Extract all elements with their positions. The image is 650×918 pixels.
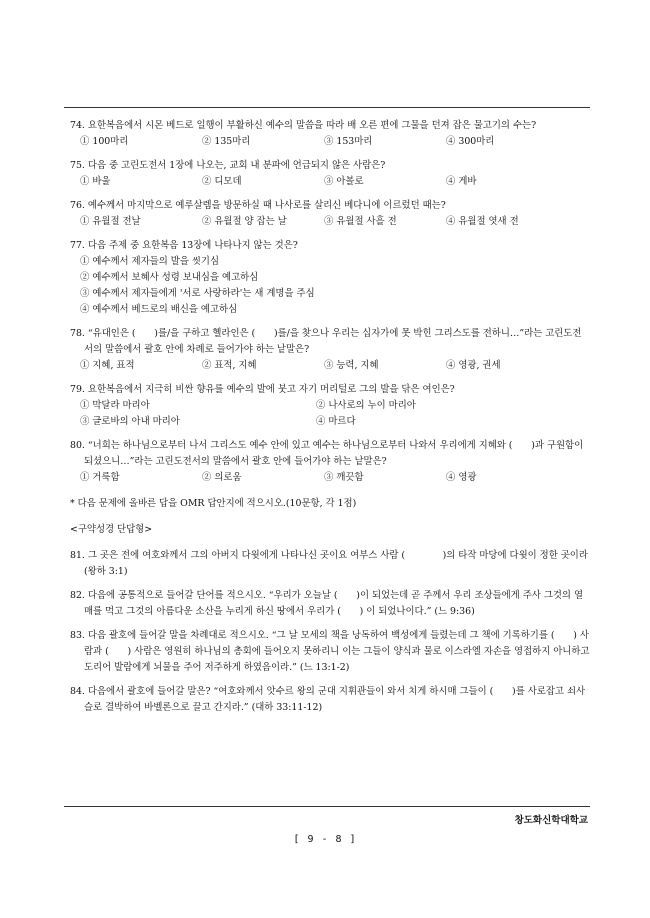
question-content [70, 118, 590, 724]
question-80 [70, 438, 590, 486]
option[interactable]: ③ 아볼로 [324, 176, 364, 187]
option-row [80, 214, 590, 230]
option[interactable]: ① 막달라 마리아 [80, 400, 150, 411]
option[interactable]: ② 디모데 [202, 176, 242, 187]
page-number: [ 9 - 8 ] [293, 834, 357, 845]
question-stem: 75. 다음 중 고린도전서 1장에 나오는, 교회 내 분파에 언급되지 않은 사람은? [70, 160, 386, 171]
question-76 [70, 198, 590, 230]
option[interactable]: ① 바울 [80, 176, 111, 187]
option[interactable]: ① 지혜, 표적 [80, 360, 135, 371]
option-row [80, 358, 590, 374]
option[interactable]: ② 나사로의 누이 마리아 [316, 400, 416, 411]
option[interactable]: ③ 153마리 [324, 136, 373, 147]
option[interactable]: ① 100마리 [80, 136, 129, 147]
question-78 [70, 326, 590, 374]
question-stem: 77. 다음 주제 중 요한복음 13장에 나타나지 않는 것은? [70, 240, 298, 251]
instruction-note: * 다음 문제에 올바른 답을 OMR 답안지에 적으시오.(10문항, 각 1점) [70, 498, 357, 509]
question-79 [70, 382, 590, 430]
option[interactable]: ② 예수께서 보혜사 성령 보내심을 예고하심 [80, 272, 259, 283]
short-answer-question: 82. 다음에 공통적으로 들어갈 단어를 적으시오. “우리가 오늘날 ( )이 되었는데 곧 주께서 우리 조상들에게 주사 그것의 열매를 먹고 그것의 아름다운 소산을 누리게 하신 땅에서 우리가 ( ) 이 되었나이다.” (느 9:36) [70, 590, 584, 617]
school-name: 창도화신학대학교 [514, 815, 588, 826]
option-row [80, 470, 590, 486]
option[interactable]: ④ 유월절 엿새 전 [446, 216, 519, 227]
option[interactable]: ③ 예수께서 제자들에게 '서로 사랑하라'는 새 계명을 주심 [80, 288, 315, 299]
option[interactable]: ① 예수께서 제자들의 발을 씻기심 [80, 256, 220, 267]
option[interactable]: ② 135마리 [202, 136, 251, 147]
short-answer-question: 84. 다음에서 괄호에 들어갈 말은? “여호와께서 앗수르 왕의 군대 지휘관들이 와서 치게 하시매 그들이 ( )를 사로잡고 쇠사슬로 결박하여 바벨론으로 끌고 간지라.” (대하 33:11-12) [70, 686, 586, 713]
question-stem: 80. “너희는 하나님으로부터 나서 그리스도 예수 안에 있고 예수는 하나님으로부터 나와서 우리에게 지혜와 ( )과 구원함이 되셨으니…”라는 고린도전서의 말씀에서 괄호 안에 들어가야 하는 낱말은? [70, 440, 584, 467]
option[interactable]: ③ 깨끗함 [324, 472, 364, 483]
question-stem: 74. 요한복음에서 시몬 베드로 일행이 부활하신 예수의 말씀을 따라 배 오른 편에 그물을 던져 잡은 물고기의 수는? [70, 120, 537, 131]
option[interactable]: ② 표적, 지혜 [202, 360, 257, 371]
option[interactable]: ③ 유월절 사흘 전 [324, 216, 397, 227]
question-stem: 79. 요한복음에서 지극히 비싼 향유를 예수의 발에 붓고 자기 머리털로 그의 발을 닦은 여인은? [70, 384, 455, 395]
option[interactable]: ① 유월절 전날 [80, 216, 141, 227]
option-row [80, 174, 590, 190]
top-divider [64, 107, 590, 108]
option[interactable]: ④ 게바 [446, 176, 477, 187]
bottom-divider [64, 806, 590, 807]
option[interactable]: ③ 글로바의 아내 마리아 [80, 416, 180, 427]
question-stem: 76. 예수께서 마지막으로 예루살렘을 방문하실 때 나사로를 살리신 베다니에 이르렀던 때는? [70, 200, 446, 211]
option[interactable]: ① 거룩함 [80, 472, 120, 483]
option[interactable]: ④ 마르다 [316, 416, 356, 427]
question-77 [70, 238, 590, 318]
option[interactable]: ④ 300마리 [446, 136, 495, 147]
question-stem: 78. “유대인은 ( )를/을 구하고 헬라인은 ( )를/을 찾으나 우리는 십자가에 못 박힌 그리스도를 전하니…”라는 고린도전서의 말씀에서 괄호 안에 차례로 들어가야 하는 낱말은? [70, 328, 582, 355]
option[interactable]: ② 의로움 [202, 472, 242, 483]
option[interactable]: ② 유월절 양 잡는 날 [202, 216, 287, 227]
option-grid [80, 398, 590, 430]
question-74 [70, 118, 590, 150]
option[interactable]: ④ 영광, 권세 [446, 360, 501, 371]
option[interactable]: ④ 영광 [446, 472, 477, 483]
short-answer-question: 83. 다음 괄호에 들어갈 말을 차례대로 적으시오. “그 날 모세의 책을 낭독하여 백성에게 들렸는데 그 책에 기록하기를 ( ) 사람과 ( ) 사람은 영원히 하나님의 총회에 들어오지 못하리니 이는 그들이 양식과 물로 이스라엘 자손을 영접하지 아니하고 도리어 발람에게 뇌물을 주어 저주하게 하였음이라.” (느 13:1-2) [70, 630, 590, 673]
option-row [80, 134, 590, 150]
section-title: <구약성경 단답형> [70, 524, 153, 535]
short-answer-question: 81. 그 곳은 전에 여호와께서 그의 아버지 다윗에게 나타나신 곳이요 여부스 사람 ( )의 타작 마당에 다윗이 정한 곳이라 (왕하 3:1) [70, 550, 588, 577]
option[interactable]: ④ 예수께서 베드로의 배신을 예고하심 [80, 304, 238, 315]
question-75 [70, 158, 590, 190]
option[interactable]: ③ 능력, 지혜 [324, 360, 379, 371]
